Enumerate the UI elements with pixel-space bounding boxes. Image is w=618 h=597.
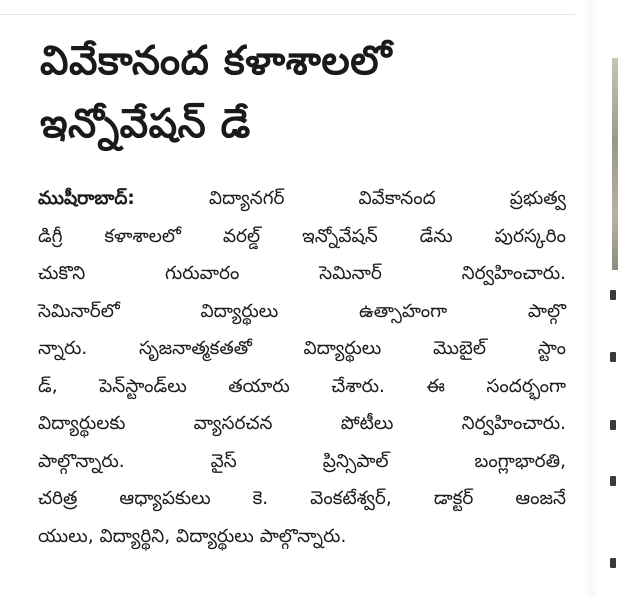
adjacent-text-fragment (610, 420, 616, 430)
column-gutter (582, 0, 598, 597)
dateline: ముషీరాబాద్: (38, 188, 135, 209)
body-line: చరిత్ర ఆధ్యాపకులు కె. వెంకటేశ్వర్, డాక్టర్ ఆంజనే (38, 488, 566, 509)
headline-line: వివేకానంద కళాశాలలో (40, 38, 392, 84)
body-line: యులు, విద్యార్థిని, విద్యార్థులు పాల్గొన్నారు. (38, 525, 347, 547)
headline (40, 30, 560, 156)
adjacent-text-fragment (610, 558, 616, 568)
body-line: చుకొని గురువారం సెమినార్ నిర్వహించారు. (38, 263, 566, 284)
body-line-text: విద్యానగర్ వివేకానంద ప్రభుత్వ (134, 188, 566, 209)
headline-line: ఇన్నోవేషన్ డే (40, 101, 251, 147)
body-line: న్నారు. సృజనాత్మకతతో విద్యార్థులు మొబైల్ స్టాం (38, 338, 566, 359)
adjacent-text-fragment (610, 352, 616, 362)
body-line: విద్యార్థులకు వ్యాసరచన పోటీలు నిర్వహించారు. (38, 413, 566, 434)
adjacent-photo-edge (612, 58, 618, 270)
body-line: సెమినార్‌లో విద్యార్థులు ఉత్సాహంగా పాల్గొ (38, 300, 566, 322)
article-body (38, 180, 566, 555)
adjacent-text-fragment (610, 476, 616, 486)
body-line (38, 180, 566, 218)
body-line: డ్, పెన్‌స్టాండ్‌లు తయారు చేశారు. ఈ సందర్భంగా (38, 375, 566, 397)
body-line: డిగ్రీ కళాశాలలో వరల్డ్ ఇన్నోవేషన్ డేను పురస్కరిం (38, 225, 566, 247)
body-line: పాల్గొన్నారు. వైస్ ప్రిన్సిపాల్ బంగ్లాభారతి, (38, 450, 566, 472)
adjacent-column-edge (598, 0, 618, 597)
adjacent-text-fragment (610, 290, 616, 300)
top-rule (0, 14, 575, 15)
